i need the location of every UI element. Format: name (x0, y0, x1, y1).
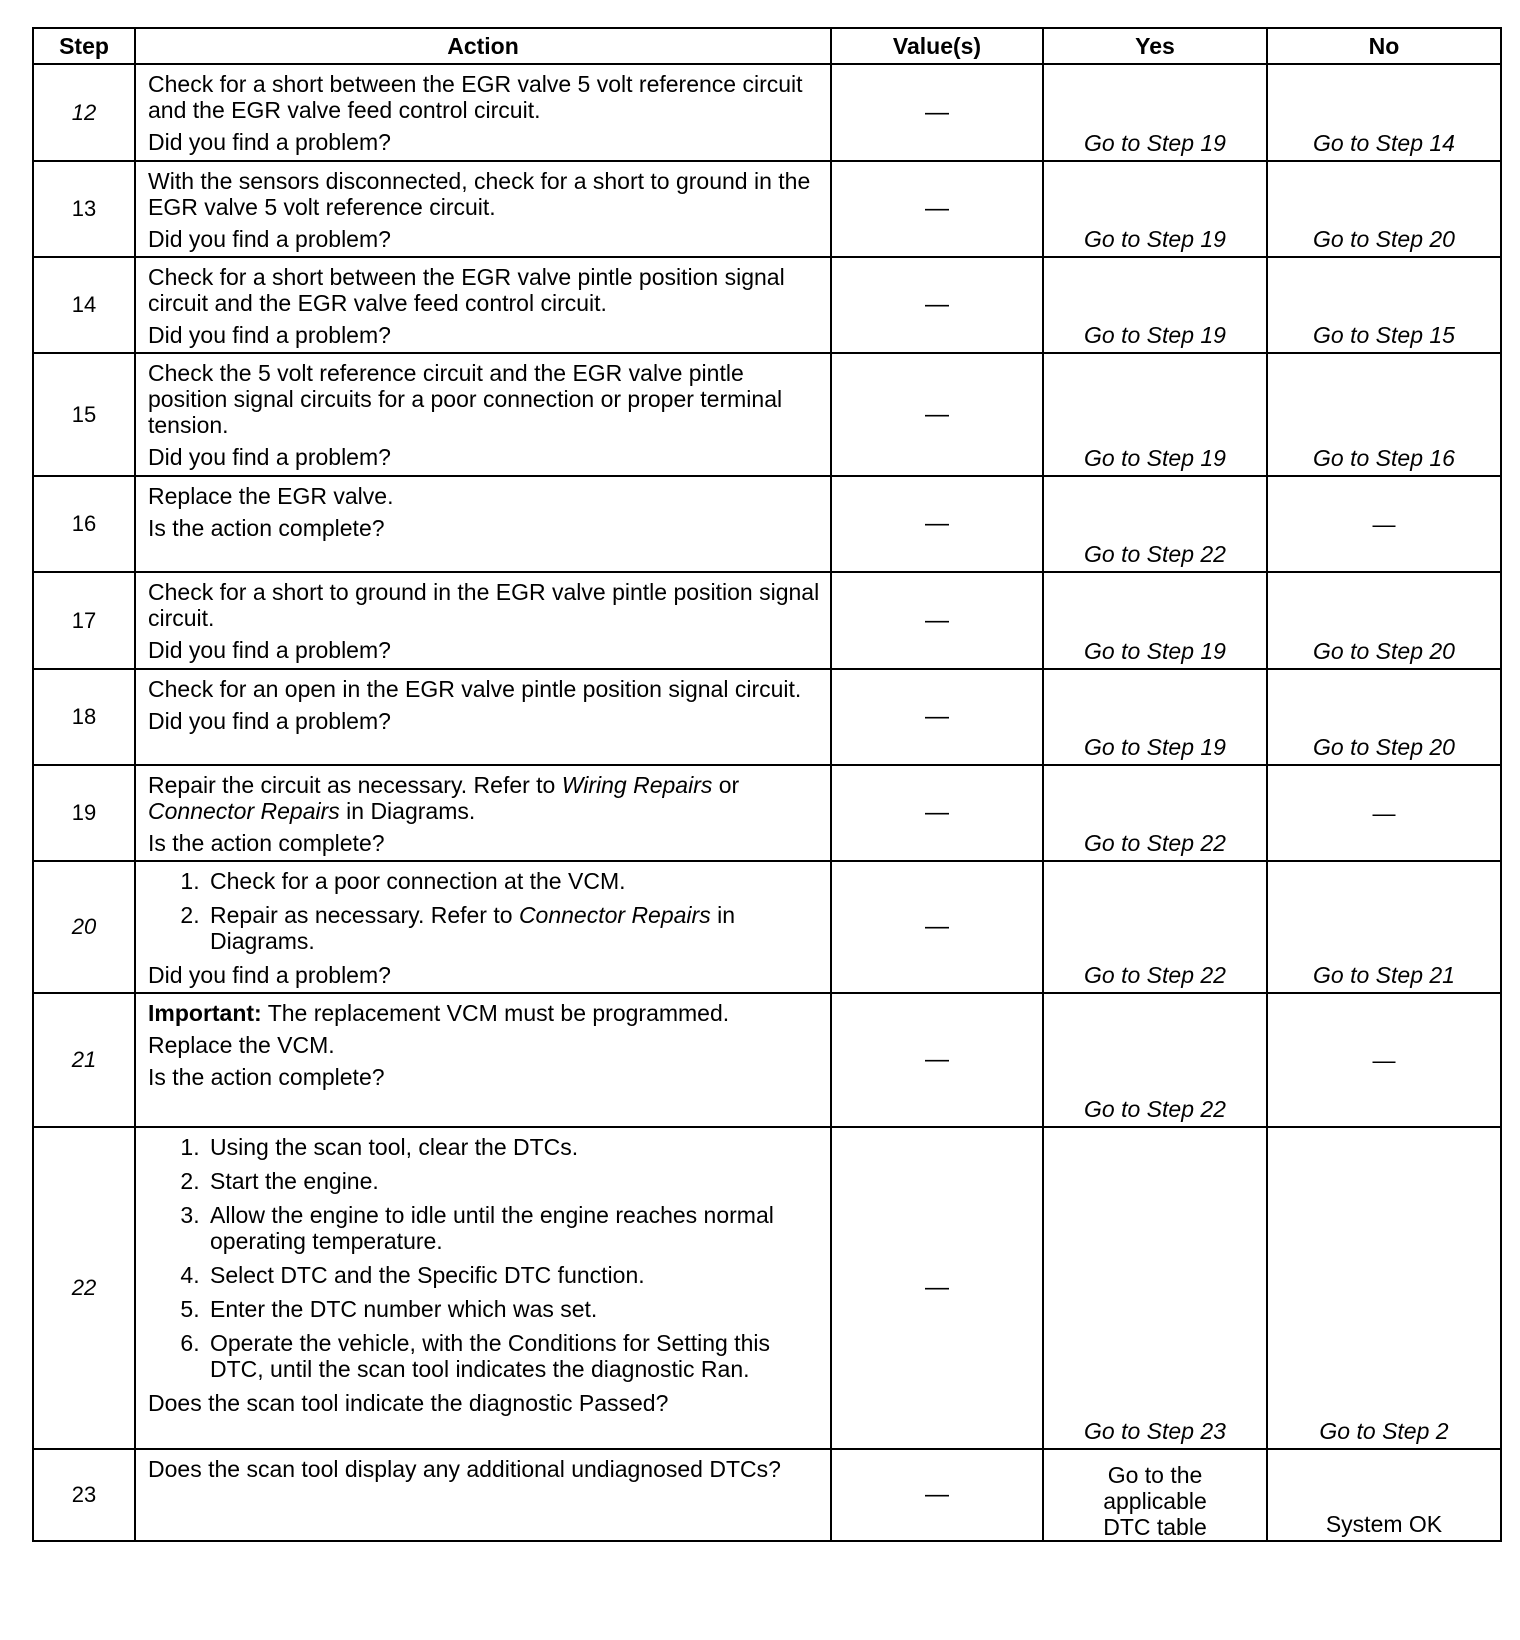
no-cell (1267, 1127, 1501, 1449)
no-cell (1267, 993, 1501, 1127)
action-list (148, 1134, 820, 1382)
list-item (206, 902, 820, 954)
header-values: Value(s) (831, 28, 1043, 64)
value-cell: — (831, 669, 1043, 765)
action-text: Does the scan tool display any additional undiagnosed DTCs? (148, 1456, 781, 1482)
list-item: 3. Allow the engine to idle until the engine reaches normal operating temperature. (206, 1202, 820, 1254)
yes-cell (1043, 64, 1267, 161)
yes-link[interactable]: Go to Step 22 (1084, 830, 1226, 856)
value-cell: — (831, 861, 1043, 993)
list-item: 1. Check for a poor connection at the VCM. (206, 868, 820, 894)
no-cell (1267, 1449, 1501, 1541)
list-item-pre: Repair as necessary. Refer to (210, 902, 519, 928)
table-row (33, 64, 1501, 161)
step-number: 23 (33, 1449, 135, 1541)
no-cell (1267, 572, 1501, 669)
no-link[interactable]: Go to Step 20 (1313, 226, 1455, 252)
step-number: 19 (33, 765, 135, 861)
yes-link[interactable]: Go to Step 19 (1084, 638, 1226, 664)
action-cell (135, 572, 831, 669)
action-question: Did you find a problem? (148, 962, 391, 988)
action-cell (135, 353, 831, 476)
action-cell (135, 161, 831, 257)
value-cell: — (831, 572, 1043, 669)
yes-line: Go to the (1107, 1462, 1203, 1488)
yes-cell (1043, 353, 1267, 476)
no-link[interactable]: Go to Step 20 (1313, 734, 1455, 760)
action-list (148, 868, 820, 954)
table-row (33, 476, 1501, 572)
yes-link[interactable]: Go to Step 19 (1084, 226, 1226, 252)
yes-cell (1043, 993, 1267, 1127)
action-question: Did you find a problem? (148, 226, 391, 252)
step-number: 21 (33, 993, 135, 1127)
value-cell: — (831, 993, 1043, 1127)
connector-repairs-ref[interactable]: Connector Repairs (148, 798, 340, 824)
table-row (33, 861, 1501, 993)
yes-link[interactable]: Go to Step 19 (1084, 445, 1226, 471)
yes-cell (1043, 257, 1267, 353)
header-action: Action (135, 28, 831, 64)
step-number: 22 (33, 1127, 135, 1449)
table-row (33, 161, 1501, 257)
no-dash: — (1372, 1046, 1396, 1073)
yes-cell (1043, 572, 1267, 669)
no-cell (1267, 765, 1501, 861)
step-number: 17 (33, 572, 135, 669)
step-number: 12 (33, 64, 135, 161)
table-row (33, 1449, 1501, 1541)
header-row (33, 28, 1501, 64)
action-text: Check for a short to ground in the EGR valve pintle position signal circuit. (148, 579, 820, 631)
list-item: 6. Operate the vehicle, with the Conditions for Setting this DTC, until the scan tool indicates the diagnostic Ran. (206, 1330, 820, 1382)
yes-link[interactable]: Go to Step 19 (1084, 322, 1226, 348)
action-text-mid: or (712, 772, 740, 798)
table-row (33, 1127, 1501, 1449)
list-item: 5. Enter the DTC number which was set. (206, 1296, 820, 1322)
list-item: 2. Start the engine. (206, 1168, 820, 1194)
no-link[interactable]: Go to Step 15 (1313, 322, 1455, 348)
table-row (33, 765, 1501, 861)
list-item-post: in Diagrams. (210, 902, 735, 954)
action-question: Is the action complete? (148, 830, 385, 856)
action-question: Did you find a problem? (148, 637, 391, 663)
action-text: Check the 5 volt reference circuit and the EGR valve pintle position signal circuits for a poor connection or proper terminal tension. (148, 360, 783, 438)
important-label: Important: (148, 1000, 262, 1026)
action-question: Is the action complete? (148, 1064, 385, 1090)
action-cell (135, 861, 831, 993)
step-number: 14 (33, 257, 135, 353)
table-row (33, 353, 1501, 476)
no-link[interactable]: Go to Step 2 (1319, 1418, 1449, 1444)
yes-link[interactable]: Go to Step 22 (1084, 1096, 1226, 1122)
important-note (148, 1000, 820, 1026)
step-number: 20 (33, 861, 135, 993)
action-text (148, 772, 820, 824)
action-text: With the sensors disconnected, check for a short to ground in the EGR valve 5 volt reference circuit. (148, 168, 811, 220)
yes-link[interactable]: Go to Step 19 (1084, 734, 1226, 760)
table-row (33, 993, 1501, 1127)
value-cell: — (831, 64, 1043, 161)
table-row (33, 572, 1501, 669)
important-text: The replacement VCM must be programmed. (261, 1000, 730, 1026)
no-link[interactable]: Go to Step 21 (1313, 962, 1455, 988)
action-cell (135, 64, 831, 161)
list-item: 1. Using the scan tool, clear the DTCs. (206, 1134, 820, 1160)
no-link[interactable]: Go to Step 20 (1313, 638, 1455, 664)
action-text: Check for an open in the EGR valve pintle position signal circuit. (148, 676, 802, 702)
yes-line: applicable (1103, 1488, 1207, 1514)
value-cell: — (831, 476, 1043, 572)
no-cell (1267, 257, 1501, 353)
no-cell (1267, 669, 1501, 765)
yes-cell (1043, 161, 1267, 257)
yes-link[interactable]: Go to Step 23 (1084, 1418, 1226, 1444)
value-cell: — (831, 161, 1043, 257)
yes-cell (1043, 765, 1267, 861)
action-cell (135, 476, 831, 572)
action-text: Replace the EGR valve. (148, 483, 394, 509)
yes-line: DTC table (1103, 1514, 1207, 1540)
step-number: 15 (33, 353, 135, 476)
action-question: Is the action complete? (148, 515, 385, 541)
table-row (33, 257, 1501, 353)
action-question: Did you find a problem? (148, 708, 391, 734)
header-step: Step (33, 28, 135, 64)
table-row (33, 669, 1501, 765)
no-cell (1267, 161, 1501, 257)
no-link[interactable]: Go to Step 14 (1313, 130, 1455, 156)
no-cell (1267, 861, 1501, 993)
action-text: Check for a short between the EGR valve pintle position signal circuit and the EGR valve feed control circuit. (148, 264, 785, 316)
no-link[interactable]: Go to Step 16 (1313, 445, 1455, 471)
value-cell: — (831, 765, 1043, 861)
action-question: Did you find a problem? (148, 129, 391, 155)
action-cell (135, 1449, 831, 1541)
value-cell: — (831, 1127, 1043, 1449)
yes-cell (1043, 1449, 1267, 1541)
no-dash: — (1372, 510, 1396, 537)
connector-repairs-ref[interactable]: Connector Repairs (518, 902, 711, 928)
yes-cell (1043, 861, 1267, 993)
action-cell (135, 257, 831, 353)
no-cell (1267, 476, 1501, 572)
value-cell: — (831, 1449, 1043, 1541)
list-item: 4. Select DTC and the Specific DTC function. (206, 1262, 820, 1288)
action-question: Did you find a problem? (148, 322, 391, 348)
yes-link[interactable]: Go to Step 19 (1084, 130, 1226, 156)
diagnostic-table (32, 27, 1502, 1542)
action-cell (135, 765, 831, 861)
action-question: Did you find a problem? (148, 444, 391, 470)
action-text-pre: Repair the circuit as necessary. Refer to (148, 772, 562, 798)
yes-cell (1043, 669, 1267, 765)
step-number: 13 (33, 161, 135, 257)
step-number: 18 (33, 669, 135, 765)
value-cell: — (831, 257, 1043, 353)
wiring-repairs-ref[interactable]: Wiring Repairs (561, 772, 713, 798)
header-no: No (1267, 28, 1501, 64)
action-text: Replace the VCM. (148, 1032, 335, 1058)
header-yes: Yes (1043, 28, 1267, 64)
no-cell (1267, 353, 1501, 476)
action-cell (135, 1127, 831, 1449)
action-cell (135, 669, 831, 765)
action-text: Check for a short between the EGR valve 5 volt reference circuit and the EGR valve feed control circuit. (148, 71, 803, 123)
value-cell: — (831, 353, 1043, 476)
action-question: Does the scan tool indicate the diagnostic Passed? (148, 1390, 669, 1416)
yes-link[interactable]: Go to Step 22 (1084, 962, 1226, 988)
action-text-post: in Diagrams. (339, 798, 476, 824)
step-number: 16 (33, 476, 135, 572)
no-dash: — (1372, 799, 1396, 826)
yes-cell (1043, 1127, 1267, 1449)
no-cell (1267, 64, 1501, 161)
action-cell (135, 993, 831, 1127)
yes-cell (1043, 476, 1267, 572)
system-ok-text: System OK (1325, 1511, 1443, 1537)
yes-link[interactable]: Go to Step 22 (1084, 541, 1226, 567)
